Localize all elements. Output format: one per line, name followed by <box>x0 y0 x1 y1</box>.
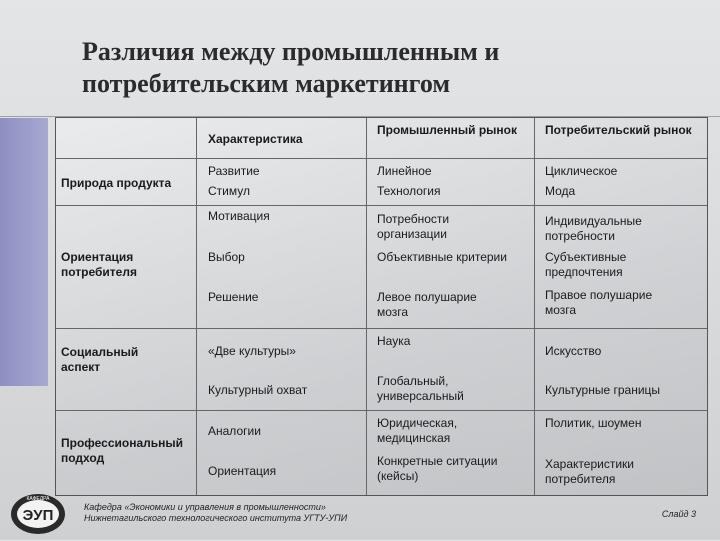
header-characteristic: Характеристика <box>208 132 303 146</box>
industrial-cell: Линейное <box>377 164 432 178</box>
consumer-cell: Индивидуальные потребности <box>545 214 642 243</box>
industrial-cell: Конкретные ситуации (кейсы) <box>377 454 498 483</box>
industrial-cell: Глобальный, универсальный <box>377 374 464 403</box>
industrial-cell: Наука <box>377 334 411 348</box>
characteristic-cell: Ориентация <box>208 464 277 478</box>
table-divider <box>56 410 707 411</box>
industrial-cell: Юридическая, медицинская <box>377 416 458 445</box>
left-accent-bar <box>0 118 48 386</box>
group-label: Природа продукта <box>61 176 172 190</box>
industrial-cell: Потребности организации <box>377 212 450 241</box>
consumer-cell: Субъективные предпочтения <box>545 250 627 279</box>
characteristic-cell: Культурный охват <box>208 383 308 397</box>
table-divider <box>196 118 197 495</box>
footer-line-2: Нижнетагильского технологического института УГТУ-УПИ <box>84 513 348 523</box>
consumer-cell: Циклическое <box>545 164 618 178</box>
logo-ring-text: КАФЕДРА <box>26 496 50 502</box>
consumer-cell: Правое полушарие мозга <box>545 288 653 317</box>
consumer-cell: Искусство <box>545 344 602 358</box>
industrial-cell: Левое полушарие мозга <box>377 290 477 319</box>
table-divider <box>56 328 707 329</box>
footer-caption <box>84 502 347 524</box>
slide-title: Различия между промышленным и потребительским маркетингом <box>82 37 500 98</box>
characteristic-cell: Решение <box>208 290 259 304</box>
header-industrial: Промышленный рынок <box>377 123 518 137</box>
group-label: Профессиональный подход <box>61 436 183 465</box>
consumer-cell: Мода <box>545 184 576 198</box>
characteristic-cell: «Две культуры» <box>208 344 296 358</box>
logo-text: ЭУП <box>22 507 54 524</box>
department-logo <box>9 492 67 536</box>
characteristic-cell: Развитие <box>208 164 260 178</box>
table-divider <box>56 158 707 159</box>
table-divider <box>56 205 707 206</box>
header-consumer: Потребительский рынок <box>545 123 692 137</box>
industrial-cell: Технология <box>377 184 441 198</box>
characteristic-cell: Стимул <box>208 184 250 198</box>
slide-number: Слайд 3 <box>661 509 696 519</box>
group-label: Социальный аспект <box>61 345 139 374</box>
table-divider <box>366 118 367 495</box>
table-divider <box>534 118 535 495</box>
consumer-cell: Политик, шоумен <box>545 416 642 430</box>
characteristic-cell: Аналогии <box>208 424 261 438</box>
footer-line-1: Кафедра «Экономики и управления в промышленности» <box>84 502 326 512</box>
group-label: Ориентация потребителя <box>61 250 137 279</box>
comparison-table <box>55 117 708 496</box>
industrial-cell: Объективные критерии <box>377 250 507 264</box>
consumer-cell: Характеристики потребителя <box>545 457 634 486</box>
characteristic-cell: Мотивация <box>208 209 270 223</box>
consumer-cell: Культурные границы <box>545 383 661 397</box>
characteristic-cell: Выбор <box>208 250 245 264</box>
